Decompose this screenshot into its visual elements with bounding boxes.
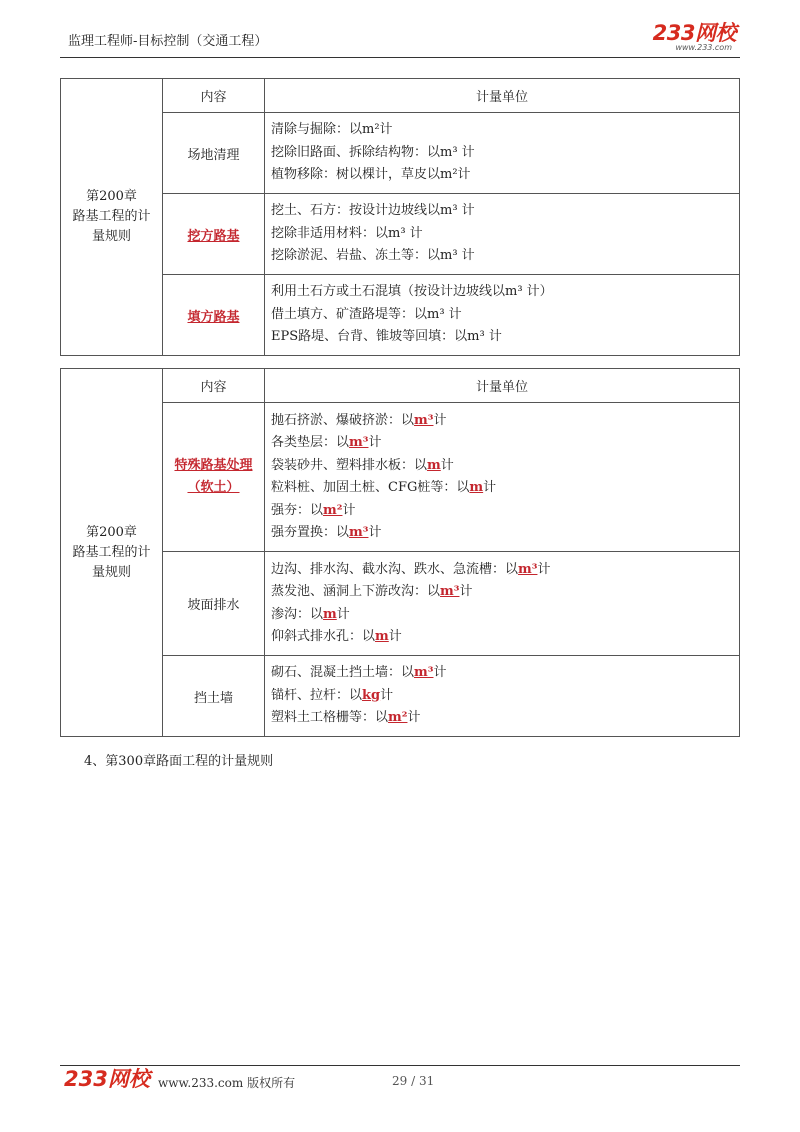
row-content-link[interactable]: 特殊路基处理 （软土） (163, 403, 265, 552)
column-header-content: 内容 (163, 369, 265, 403)
row-content-link[interactable]: 填方路基 (163, 275, 265, 356)
table-row (61, 656, 740, 737)
row-content-label: 坡面排水 (163, 552, 265, 656)
table-row (61, 403, 740, 552)
document-header-title: 监理工程师-目标控制（交通工程） (68, 34, 268, 49)
column-header-unit: 计量单位 (265, 79, 740, 113)
footer-logo[interactable]: 233网校 (64, 1067, 150, 1091)
row-units: 砌石、混凝土挡土墙：以m³计 锚杆、拉杆：以kg计 塑料土工格栅等：以m²计 (265, 656, 740, 737)
row-units: 利用土石方或土石混填（按设计边坡线以m³ 计） 借土填方、矿渣路堤等：以m³ 计 EPS路堤、台背、锥坡等回填：以m³ 计 (265, 275, 740, 356)
page-number: 29 / 31 (392, 1074, 435, 1088)
chapter-cell: 第200章 路基工程的计 量规则 (61, 369, 163, 737)
column-header-unit: 计量单位 (265, 369, 740, 403)
row-units: 抛石挤淤、爆破挤淤：以m³计 各类垫层：以m³计 袋装砂井、塑料排水板：以m计 粒料桩、加固土桩、CFG桩等：以m计 强夯：以m²计 强夯置换：以m³计 (265, 403, 740, 552)
row-units: 挖土、石方：按设计边坡线以m³ 计 挖除非适用材料：以m³ 计 挖除淤泥、岩盐、冻土等：以m³ 计 (265, 194, 740, 275)
table-row (61, 194, 740, 275)
header-divider (60, 57, 740, 58)
footer-divider (60, 1065, 740, 1066)
section-note: 4、第300章路面工程的计量规则 (84, 754, 274, 769)
table-row (61, 552, 740, 656)
table-row (61, 275, 740, 356)
row-units: 边沟、排水沟、截水沟、跌水、急流槽：以m³计 蒸发池、涵洞上下游改沟：以m³计 渗沟：以m计 仰斜式排水孔：以m计 (265, 552, 740, 656)
chapter-cell: 第200章 路基工程的计 量规则 (61, 79, 163, 356)
rules-table-2 (60, 368, 740, 737)
rules-table-1 (60, 78, 740, 356)
table-row (61, 113, 740, 194)
brand-logo-text: 233网校 (652, 21, 736, 45)
row-content-label: 场地清理 (163, 113, 265, 194)
column-header-content: 内容 (163, 79, 265, 113)
row-content-link[interactable]: 挖方路基 (163, 194, 265, 275)
row-content-label: 挡土墙 (163, 656, 265, 737)
brand-logo-url: www.233.com (675, 43, 732, 52)
footer-copyright: www.233.com 版权所有 (158, 1076, 296, 1090)
row-units: 清除与掘除：以m²计 挖除旧路面、拆除结构物：以m³ 计 植物移除：树以棵计，草皮以m²计 (265, 113, 740, 194)
brand-logo[interactable] (653, 22, 736, 52)
